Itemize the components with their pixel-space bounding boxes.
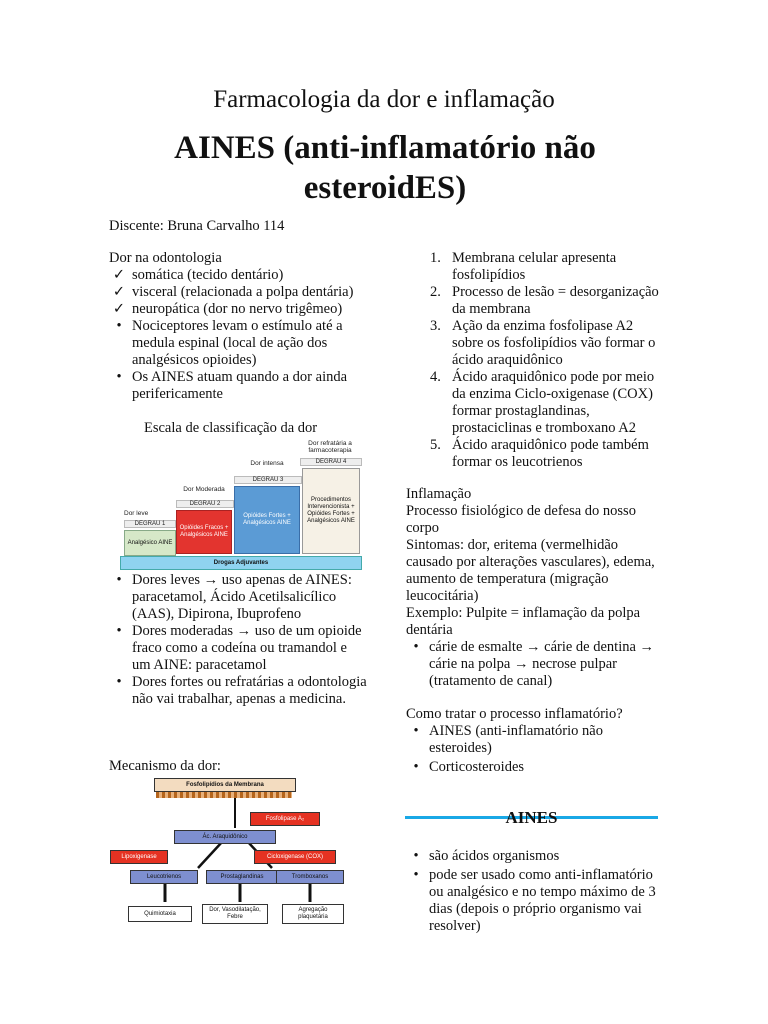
mechanism-steps — [406, 250, 664, 471]
chemotaxis-box: Quimiotaxia — [128, 906, 192, 922]
aggregation-box: Agregação plaquetária — [282, 904, 344, 924]
bullet-icon: • — [413, 759, 419, 775]
progression-list — [406, 639, 664, 690]
list-item — [109, 267, 369, 284]
treatment-list — [406, 723, 664, 776]
list-item — [406, 848, 664, 865]
pain-section — [109, 250, 369, 403]
list-item — [406, 723, 664, 757]
list-item — [406, 318, 664, 369]
page-title: AINES (anti-inflamatório não esteroidES) — [174, 130, 596, 206]
step4-title: Dor refratária a farmacoterapia — [308, 440, 352, 454]
membrane-texture — [156, 792, 292, 798]
lipoxygenase-box: Lipoxigenase — [110, 850, 168, 864]
list-item-text: Dores moderadas → uso de um opioide fraco como a codeína ou tramandol e um AINE: paracetamol — [132, 623, 362, 673]
mechanism-heading: Mecanismo da dor: — [109, 758, 221, 774]
list-item-text: são ácidos organismos — [429, 848, 560, 864]
bullet-icon: • — [116, 369, 122, 385]
aines-list — [406, 848, 664, 935]
check-icon: ✓ — [112, 284, 126, 300]
list-item-text: Ação da enzima fosfolipase A2 sobre os fosfolipídios vão formar o ácido araquidônico — [452, 318, 656, 368]
check-icon: ✓ — [112, 267, 126, 283]
inflammation-definition: Processo fisiológico de defesa do nosso corpo — [406, 503, 636, 536]
list-item-text: Dores leves → uso apenas de AINES: paracetamol, Ácido Acetilsalicílico (AAS), Dipirona, Ibuprofeno — [132, 572, 352, 622]
list-item-text: cárie de esmalte → cárie de dentina → cárie na polpa → necrose pulpar (tratamento de canal) — [429, 639, 655, 689]
step3-title: Dor intensa — [250, 460, 284, 467]
list-item — [406, 284, 664, 318]
aines-section — [406, 848, 664, 935]
inflammation-symptoms: Sintomas: dor, eritema (vermelhidão causado por alterações vasculares), edema, aumento de temperatura (migração leucocitária) — [406, 537, 655, 604]
bullet-icon: • — [116, 572, 122, 588]
step-number: 2. — [430, 284, 441, 300]
list-item — [406, 639, 664, 690]
list-item — [406, 369, 664, 437]
prostaglandins-box: Prostaglandinas — [206, 870, 278, 884]
list-item — [109, 572, 369, 623]
bullet-icon: • — [116, 318, 122, 334]
mechanism-diagram — [110, 776, 360, 924]
phospholipase-box: Fosfolipase A₂ — [250, 812, 320, 826]
list-item — [406, 759, 664, 776]
list-item — [109, 623, 369, 674]
bullet-icon: • — [116, 623, 122, 639]
vasodilation-box: Dor, Vasodilatação, Febre — [202, 904, 268, 924]
list-item-text: somática (tecido dentário) — [132, 267, 284, 283]
list-item-text: Ácido araquidônico pode por meio da enzima Ciclo-oxigenase (COX) formar prostaglandinas, prostaciclinas e tromboxano A2 — [452, 369, 655, 436]
severity-list — [109, 572, 369, 708]
author-line: Discente: Bruna Carvalho 114 — [109, 218, 285, 234]
list-item — [406, 437, 664, 471]
arachidonic-box: Ác. Araquidônico — [174, 830, 276, 844]
list-item-text: Os AINES atuam quando a dor ainda perifericamente — [132, 369, 348, 402]
list-item — [109, 284, 369, 301]
step2-box: Opióides Fracos + Analgésicos AINE — [176, 510, 232, 554]
list-item — [109, 369, 369, 403]
bullet-icon: • — [413, 848, 419, 864]
inflammation-section — [406, 486, 664, 690]
inflammation-example: Exemplo: Pulpite = inflamação da polpa dentária — [406, 605, 641, 638]
cyclooxygenase-box: Cicloxigenase (COX) — [254, 850, 336, 864]
step-number: 1. — [430, 250, 441, 266]
list-item — [109, 674, 369, 708]
steps-list — [406, 250, 664, 471]
step-number: 5. — [430, 437, 441, 453]
bullet-icon: • — [413, 639, 419, 655]
list-item — [406, 250, 664, 284]
step-number: 3. — [430, 318, 441, 334]
inflammation-heading: Inflamação — [406, 486, 472, 502]
step1-degree: DEGRAU 1 — [124, 520, 176, 528]
list-item-text: Nociceptores levam o estímulo até a medula espinal (local de ação dos analgésicos opioides) — [132, 318, 343, 368]
treatment-section — [406, 706, 664, 776]
severity-section — [109, 572, 369, 708]
list-item-text: AINES (anti-inflamatório não esteroides) — [429, 723, 603, 756]
step3-box: Opióides Fortes + Analgésicos AINE — [234, 486, 300, 554]
step2-title: Dor Moderada — [183, 486, 225, 493]
step2-degree: DEGRAU 2 — [176, 500, 234, 508]
step4-degree: DEGRAU 4 — [300, 458, 362, 466]
list-item-text: Ácido araquidônico pode também formar os leucotrienos — [452, 437, 649, 470]
list-item — [109, 301, 369, 318]
step3-degree: DEGRAU 3 — [234, 476, 302, 484]
thromboxanes-box: Tromboxanos — [276, 870, 344, 884]
pain-heading: Dor na odontologia — [109, 250, 222, 266]
treatment-heading: Como tratar o processo inflamatório? — [406, 706, 623, 722]
list-item — [109, 318, 369, 369]
list-item-text: Dores fortes ou refratárias a odontologia não vai trabalhar, apenas a medicina. — [132, 674, 367, 707]
bullet-icon: • — [413, 723, 419, 739]
list-item — [406, 867, 664, 935]
list-item-text: neuropática (dor no nervo trigêmeo) — [132, 301, 343, 317]
list-item-text: Corticosteroides — [429, 759, 525, 775]
aines-heading: AINES — [505, 808, 558, 827]
pain-types-list — [109, 267, 369, 403]
membrane-box: Fosfolipídios da Membrana — [154, 778, 296, 792]
leukotrienes-box: Leucotrienos — [130, 870, 198, 884]
check-icon: ✓ — [112, 301, 126, 317]
pain-scale-diagram — [120, 440, 360, 570]
bullet-icon: • — [116, 674, 122, 690]
step4-box: Procedimentos Intervencionista + Opióides Fortes + Analgésicos AINE — [302, 468, 360, 554]
adjuvant-drugs-bar: Drogas Adjuvantes — [120, 556, 362, 570]
list-item-text: pode ser usado como anti-inflamatório ou analgésico e no tempo máximo de 3 dias (depois o próprio organismo vai resolver) — [429, 867, 656, 934]
list-item-text: Processo de lesão = desorganização da membrana — [452, 284, 659, 317]
list-item-text: Membrana celular apresenta fosfolipídios — [452, 250, 617, 283]
bullet-icon: • — [413, 867, 419, 883]
page-subtitle: Farmacologia da dor e inflamação — [213, 86, 555, 113]
scale-caption: Escala de classificação da dor — [144, 420, 318, 436]
step1-title: Dor leve — [124, 510, 149, 517]
list-item-text: visceral (relacionada a polpa dentária) — [132, 284, 354, 300]
step-number: 4. — [430, 369, 441, 385]
step1-box: Analgésico AINE — [124, 530, 176, 556]
